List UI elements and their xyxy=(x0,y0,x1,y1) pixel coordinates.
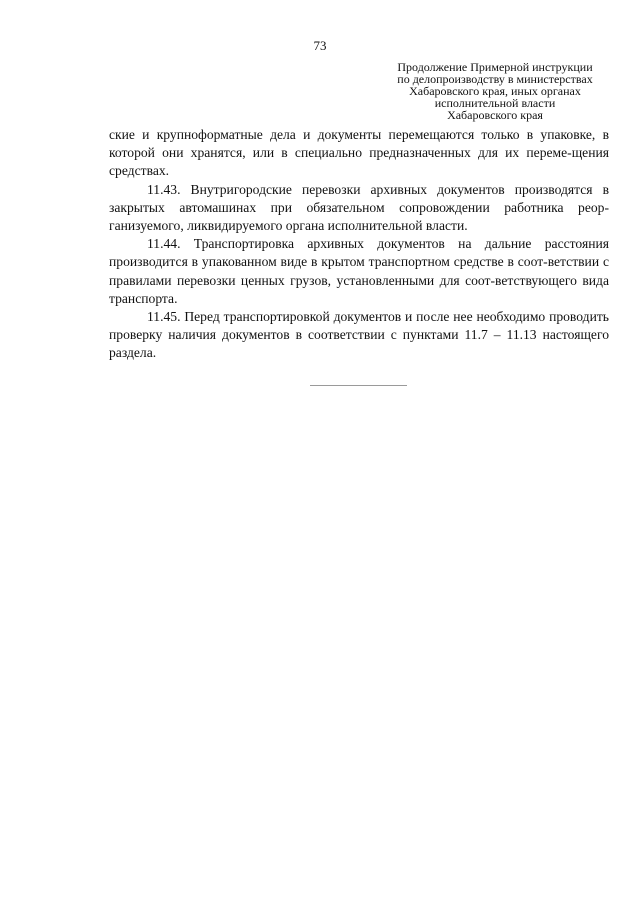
header-note-line: Хабаровского края, иных органах xyxy=(409,84,581,98)
continuation-header-note xyxy=(380,61,610,121)
page-number: 73 xyxy=(313,38,327,53)
paragraph-11-43: 11.43. Внутригородские перевозки архивных документов производятся в закрытых автомашинах при обязательном сопровождении работника реор-ганизуемого, ликвидируемого органа исполнительной власти. xyxy=(109,181,609,234)
paragraph-11-44: 11.44. Транспортировка архивных документов на дальние расстояния производится в упакованном виде в крытом транспортном средстве в соот-ветствии с правилами перевозки ценных грузов, установленными для соот-ветствующего вида транспорта. xyxy=(109,236,609,306)
header-note-line: по делопроизводству в министерствах xyxy=(397,72,593,86)
header-note-line: исполнительной власти xyxy=(434,96,556,110)
paragraph-11-45: 11.45. Перед транспортировкой документов и после нее необходимо проводить проверку наличия документов в соответствии с пунктами 11.7 – 11.13 настоящего раздела. xyxy=(109,309,609,361)
header-note-line: Хабаровского края xyxy=(447,108,543,122)
body-text xyxy=(109,126,609,363)
paragraph-continuation: ские и крупноформатные дела и документы перемещаются только в упаковке, в которой они хранятся, или в специально предназначенных для их переме-щения средствах. xyxy=(109,127,609,179)
header-note-line: Продолжение Примерной инструкции xyxy=(397,60,593,74)
end-separator-line xyxy=(310,385,407,386)
